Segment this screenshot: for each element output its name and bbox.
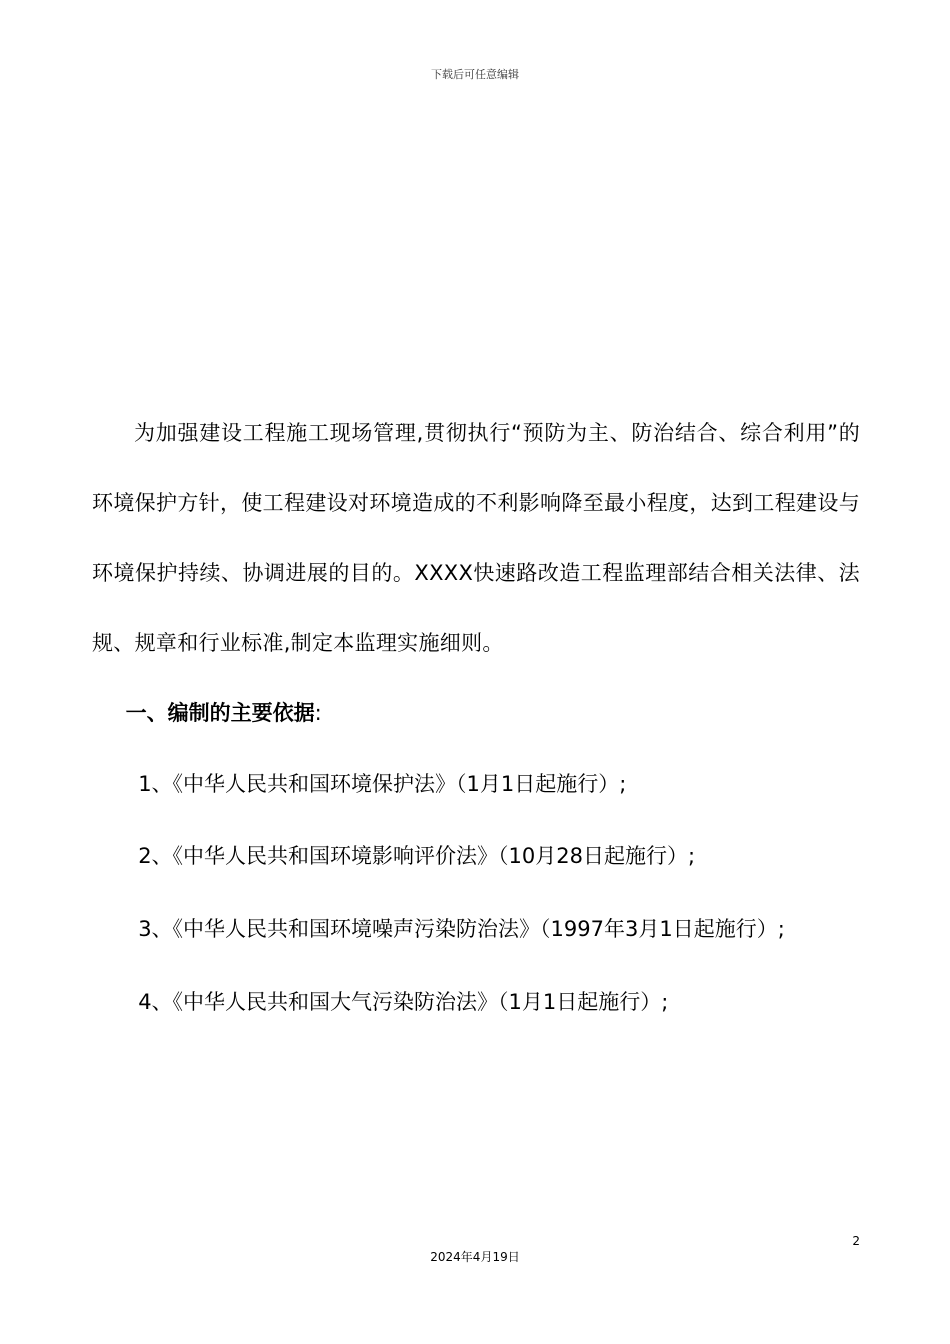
footer-date: 2024年4月19日 (430, 1250, 520, 1264)
basis-item-4: 4、《中华人民共和国大气污染防治法》（1月1日起施行）; (138, 990, 669, 1014)
basis-item-1: 1、《中华人民共和国环境保护法》（1月1日起施行）; (138, 772, 627, 796)
basis-item-3: 3、《中华人民共和国环境噪声污染防治法》（1997年3月1日起施行）; (138, 917, 785, 941)
section-heading-colon: : (314, 701, 322, 725)
page-number: 2 (852, 1234, 860, 1248)
intro-paragraph: 为加强建设工程施工现场管理,贯彻执行“预防为主、防治结合、综合利用”的环境保护方针，使工程建设对环境造成的不利影响降至最小程度，达到工程建设与环境保护持续、协调进展的目的。XXXX快速路改造工程监理部结合相关法律、法规、规章和行业标准,制定本监理实施细则。 (92, 421, 860, 655)
header-note: 下载后可任意编辑 (431, 68, 519, 81)
basis-item-2: 2、《中华人民共和国环境影响评价法》（10月28日起施行）; (138, 844, 696, 868)
section-heading-text: 一、编制的主要依据 (125, 701, 315, 725)
section-heading (92, 678, 860, 748)
document-body (92, 398, 860, 1038)
